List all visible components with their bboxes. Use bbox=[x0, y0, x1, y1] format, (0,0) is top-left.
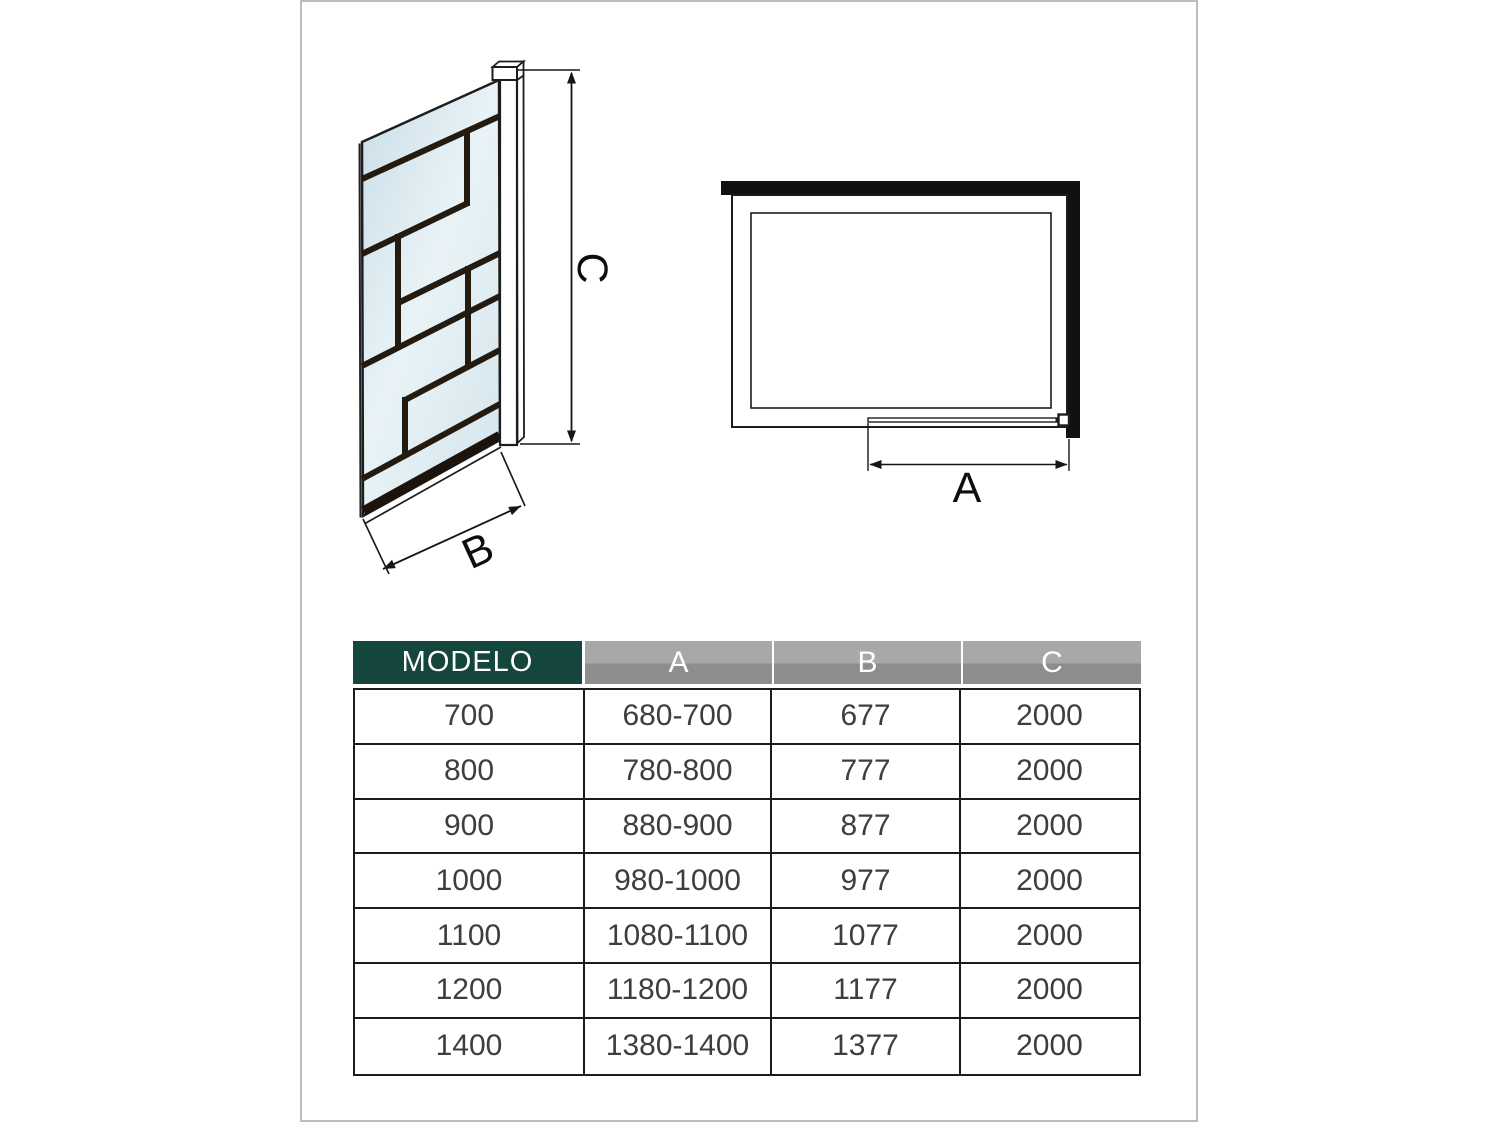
size-table-header bbox=[353, 641, 1141, 684]
cell-modelo: 1100 bbox=[355, 909, 585, 962]
top-plan-view bbox=[721, 181, 1080, 512]
cell-modelo: 1400 bbox=[355, 1019, 585, 1074]
size-table-body bbox=[353, 688, 1141, 1076]
cell-modelo: 700 bbox=[355, 690, 585, 743]
bracket-jaw bbox=[1056, 418, 1060, 423]
cell-b: 877 bbox=[772, 800, 961, 853]
cell-b: 677 bbox=[772, 690, 961, 743]
cell-a: 1180-1200 bbox=[585, 964, 772, 1017]
table-row bbox=[355, 745, 1139, 800]
cell-c: 2000 bbox=[1016, 863, 1083, 897]
glass-screen-front-view bbox=[360, 62, 617, 579]
wall-right bbox=[1066, 181, 1080, 438]
cell-a: 880-900 bbox=[585, 800, 772, 853]
table-row bbox=[355, 964, 1139, 1019]
width-label-a: A bbox=[952, 464, 982, 512]
cell-a: 980-1000 bbox=[585, 854, 772, 907]
cell-c: 2000 bbox=[1016, 1029, 1083, 1063]
header-c: C bbox=[961, 641, 1141, 684]
glass-plan-line bbox=[868, 418, 1059, 422]
cell-b: 1077 bbox=[772, 909, 961, 962]
table-row bbox=[355, 909, 1139, 964]
cell-c: 2000 bbox=[1016, 808, 1083, 842]
cell-c: 2000 bbox=[1016, 754, 1083, 788]
header-a: A bbox=[585, 641, 772, 684]
cell-b: 1177 bbox=[772, 964, 961, 1017]
table-row bbox=[355, 690, 1139, 745]
cell-modelo: 1200 bbox=[355, 964, 585, 1017]
cell-a: 780-800 bbox=[585, 745, 772, 798]
header-b: B bbox=[772, 641, 961, 684]
cell-a: 680-700 bbox=[585, 690, 772, 743]
shower-tray-inner bbox=[751, 213, 1051, 408]
wall-top bbox=[721, 181, 1080, 195]
cell-modelo: 1000 bbox=[355, 854, 585, 907]
table-row bbox=[355, 854, 1139, 909]
cell-a: 1380-1400 bbox=[585, 1019, 772, 1074]
size-table bbox=[353, 641, 1141, 1076]
cell-b: 977 bbox=[772, 854, 961, 907]
cell-c: 2000 bbox=[1016, 699, 1083, 733]
cell-modelo: 900 bbox=[355, 800, 585, 853]
cell-b: 1377 bbox=[772, 1019, 961, 1074]
header-modelo: MODELO bbox=[353, 641, 582, 684]
height-label-c: C bbox=[568, 252, 616, 284]
cell-c: 2000 bbox=[1016, 918, 1083, 952]
cell-modelo: 800 bbox=[355, 745, 585, 798]
cell-a: 1080-1100 bbox=[585, 909, 772, 962]
wall-bracket bbox=[1059, 415, 1070, 426]
width-label-b: B bbox=[454, 523, 502, 579]
cell-b: 777 bbox=[772, 745, 961, 798]
cell-c: 2000 bbox=[1016, 973, 1083, 1007]
glass-left-edge bbox=[360, 144, 361, 518]
table-row bbox=[355, 1019, 1139, 1074]
table-row bbox=[355, 800, 1139, 855]
